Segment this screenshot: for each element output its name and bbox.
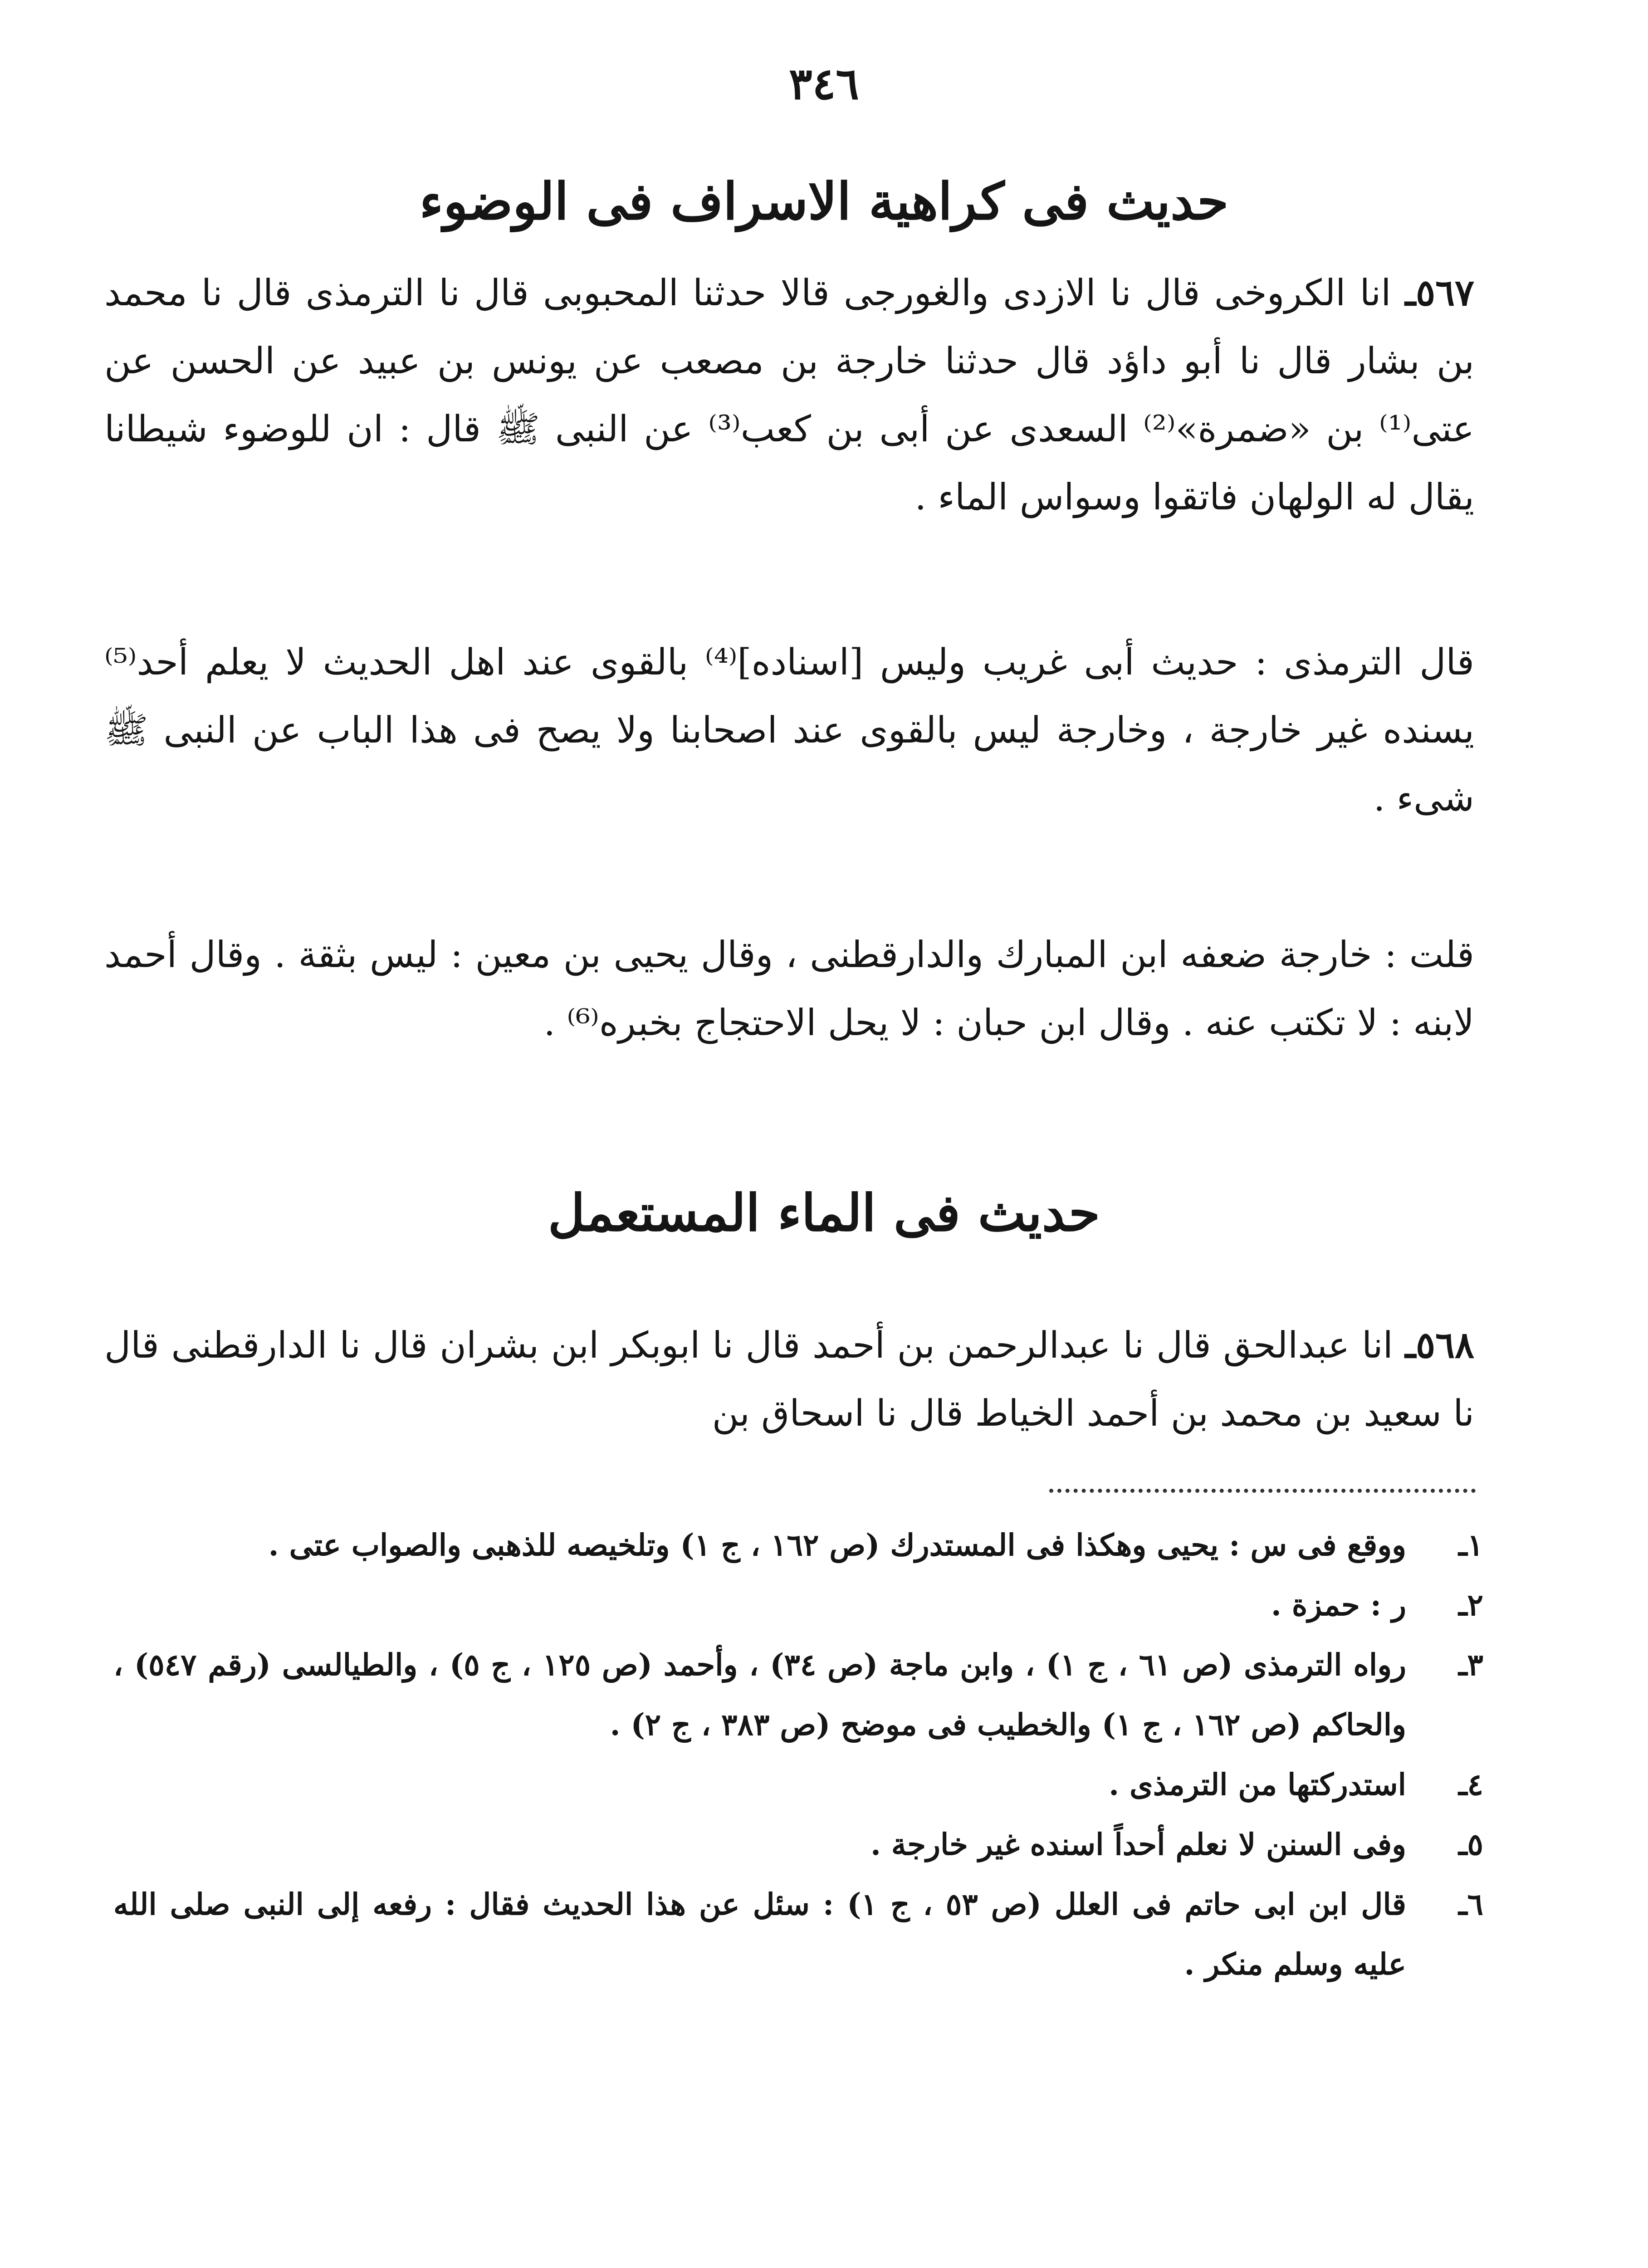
footnote-number: ٣ـ (1458, 1647, 1483, 1682)
commentary-text: قلت : خارجة ضعفه ابن المبارك والدارقطنى ، وقال يحيى بن معين : ليس بثقة . وقال أحمد لابنه : لا تكتب عنه . وقال ابن حبان : لا يحل الاحتجاج بخبره⁽⁶⁾ . (104, 934, 1474, 1044)
footnote-number: ٢ـ (1458, 1587, 1483, 1623)
commentary-text: قال الترمذى : حديث أبى غريب وليس [اسناده]⁽⁴⁾ بالقوى عند اهل الحديث لا يعلم أحد⁽⁵⁾ يسنده غير خارجة ، وخارجة ليس بالقوى عند اصحابنا ولا يصح فى هذا الباب عن النبى ﷺ شىء . (104, 641, 1474, 819)
page-number: ٣٤٦ (789, 58, 859, 109)
footnote-text: رواه الترمذى (ص ٦١ ، ج ١) ، وابن ماجة (ص ٣٤) ، وأحمد (ص ١٢٥ ، ج ٥) ، والطيالسى (رقم ٥٤٧) ، والحاكم (ص ١٦٢ ، ج ١) والخطيب فى موضح (ص ٣٨٣ ، ج ٢) . (113, 1647, 1406, 1742)
footnote-text: استدركتها من الترمذى . (1109, 1767, 1406, 1802)
footnote (113, 1814, 1483, 1874)
hadith-paragraph (104, 259, 1474, 531)
hadith-number: ٥٦٨ـ (1405, 1324, 1475, 1366)
footnote-number: ١ـ (1458, 1527, 1483, 1563)
commentary-paragraph (104, 628, 1474, 832)
hadith-number: ٥٦٧ـ (1405, 271, 1474, 314)
footnote (113, 1575, 1483, 1635)
footnote-number: ٤ـ (1458, 1767, 1483, 1802)
footnote-number: ٥ـ (1458, 1827, 1483, 1862)
footnote-number: ٦ـ (1458, 1887, 1483, 1922)
footnote (113, 1755, 1483, 1814)
footnote-text: وفى السنن لا نعلم أحداً اسنده غير خارجة . (870, 1827, 1406, 1862)
hadith-text: انا عبدالحق قال نا عبدالرحمن بن أحمد قال نا ابوبكر ابن بشران قال نا الدارقطنى قال نا سعيد بن محمد بن أحمد الخياط قال نا اسحاق بن (104, 1324, 1474, 1434)
commentary-paragraph (104, 921, 1474, 1057)
hadith-text: انا الكروخى قال نا الازدى والغورجى قالا حدثنا المحبوبى قال نا الترمذى قال نا محمد بن بشار قال نا أبو داؤد قال حدثنا خارجة بن مصعب عن يونس بن عبيد عن الحسن عن عتى⁽¹⁾ بن «ضمرة»⁽²⁾ السعدى عن أبى بن كعب⁽³⁾ عن النبى ﷺ قال : ان للوضوء شيطانا يقال له الولهان فاتقوا وسواس الماء . (104, 272, 1474, 518)
footnote-text: ووقع فى س : يحيى وهكذا فى المستدرك (ص ١٦٢ ، ج ١) وتلخيصه للذهبى والصواب عتى . (268, 1527, 1406, 1563)
section-heading-used-water: حديث فى الماء المستعمل (548, 1183, 1100, 1243)
footnote-text: ر : حمزة . (1271, 1587, 1406, 1623)
footnote-separator (1049, 1489, 1476, 1493)
footnote-text: قال ابن ابى حاتم فى العلل (ص ٥٣ ، ج ١) : سئل عن هذا الحديث فقال : رفعه إلى النبى صلى الله عليه وسلم منكر . (113, 1887, 1407, 1982)
footnote (113, 1874, 1483, 1994)
section-heading-wudu-excess: حديث فى كراهية الاسراف فى الوضوء (419, 172, 1229, 231)
hadith-paragraph (104, 1311, 1474, 1447)
footnote (113, 1515, 1483, 1575)
footnotes (113, 1515, 1483, 1994)
footnote (113, 1635, 1483, 1755)
